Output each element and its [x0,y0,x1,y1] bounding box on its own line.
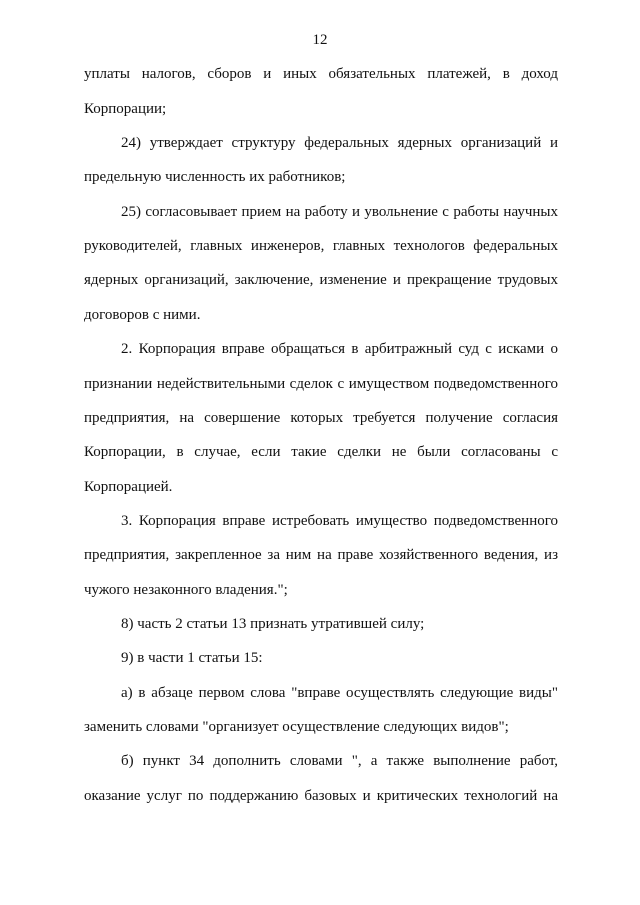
text-line: заменить словами "организует осуществление следующих видов"; [84,719,509,735]
text-line: 3. Корпорация вправе истребовать имущество подведомственного [121,513,558,529]
text-line: признании недействительными сделок с имуществом подведомственного [84,376,558,392]
text-line: Корпорации; [84,101,167,117]
text-line: 9) в части 1 статьи 15: [121,650,263,666]
text-line: 8) часть 2 статьи 13 признать утратившей силу; [121,616,425,632]
text-line: Корпорацией. [84,479,173,495]
page-number: 12 [312,32,328,48]
text-line: а) в абзаце первом слова "вправе осуществлять следующие виды" [121,685,558,701]
text-line: Корпорации, в случае, если такие сделки не были согласованы с [84,444,558,460]
text-line: предельную численность их работников; [84,169,346,185]
text-line: чужого незаконного владения."; [84,582,288,598]
text-line: оказание услуг по поддержанию базовых и критических технологий на [84,788,558,804]
text-line: предприятия, на совершение которых требуется получение согласия [84,410,558,426]
text-line: предприятия, закрепленное за ним на праве хозяйственного ведения, из [84,547,558,563]
text-line: 24) утверждает структуру федеральных ядерных организаций и [121,135,558,151]
text-line: ядерных организаций, заключение, изменение и прекращение трудовых [84,272,558,288]
text-line: договоров с ними. [84,307,201,323]
text-line: 25) согласовывает прием на работу и увольнение с работы научных [121,204,558,220]
text-line: 2. Корпорация вправе обращаться в арбитражный суд с исками о [121,341,558,357]
text-line: б) пункт 34 дополнить словами ", а также выполнение работ, [121,753,558,769]
text-line: руководителей, главных инженеров, главных технологов федеральных [84,238,558,254]
text-line: уплаты налогов, сборов и иных обязательных платежей, в доход [84,66,558,82]
